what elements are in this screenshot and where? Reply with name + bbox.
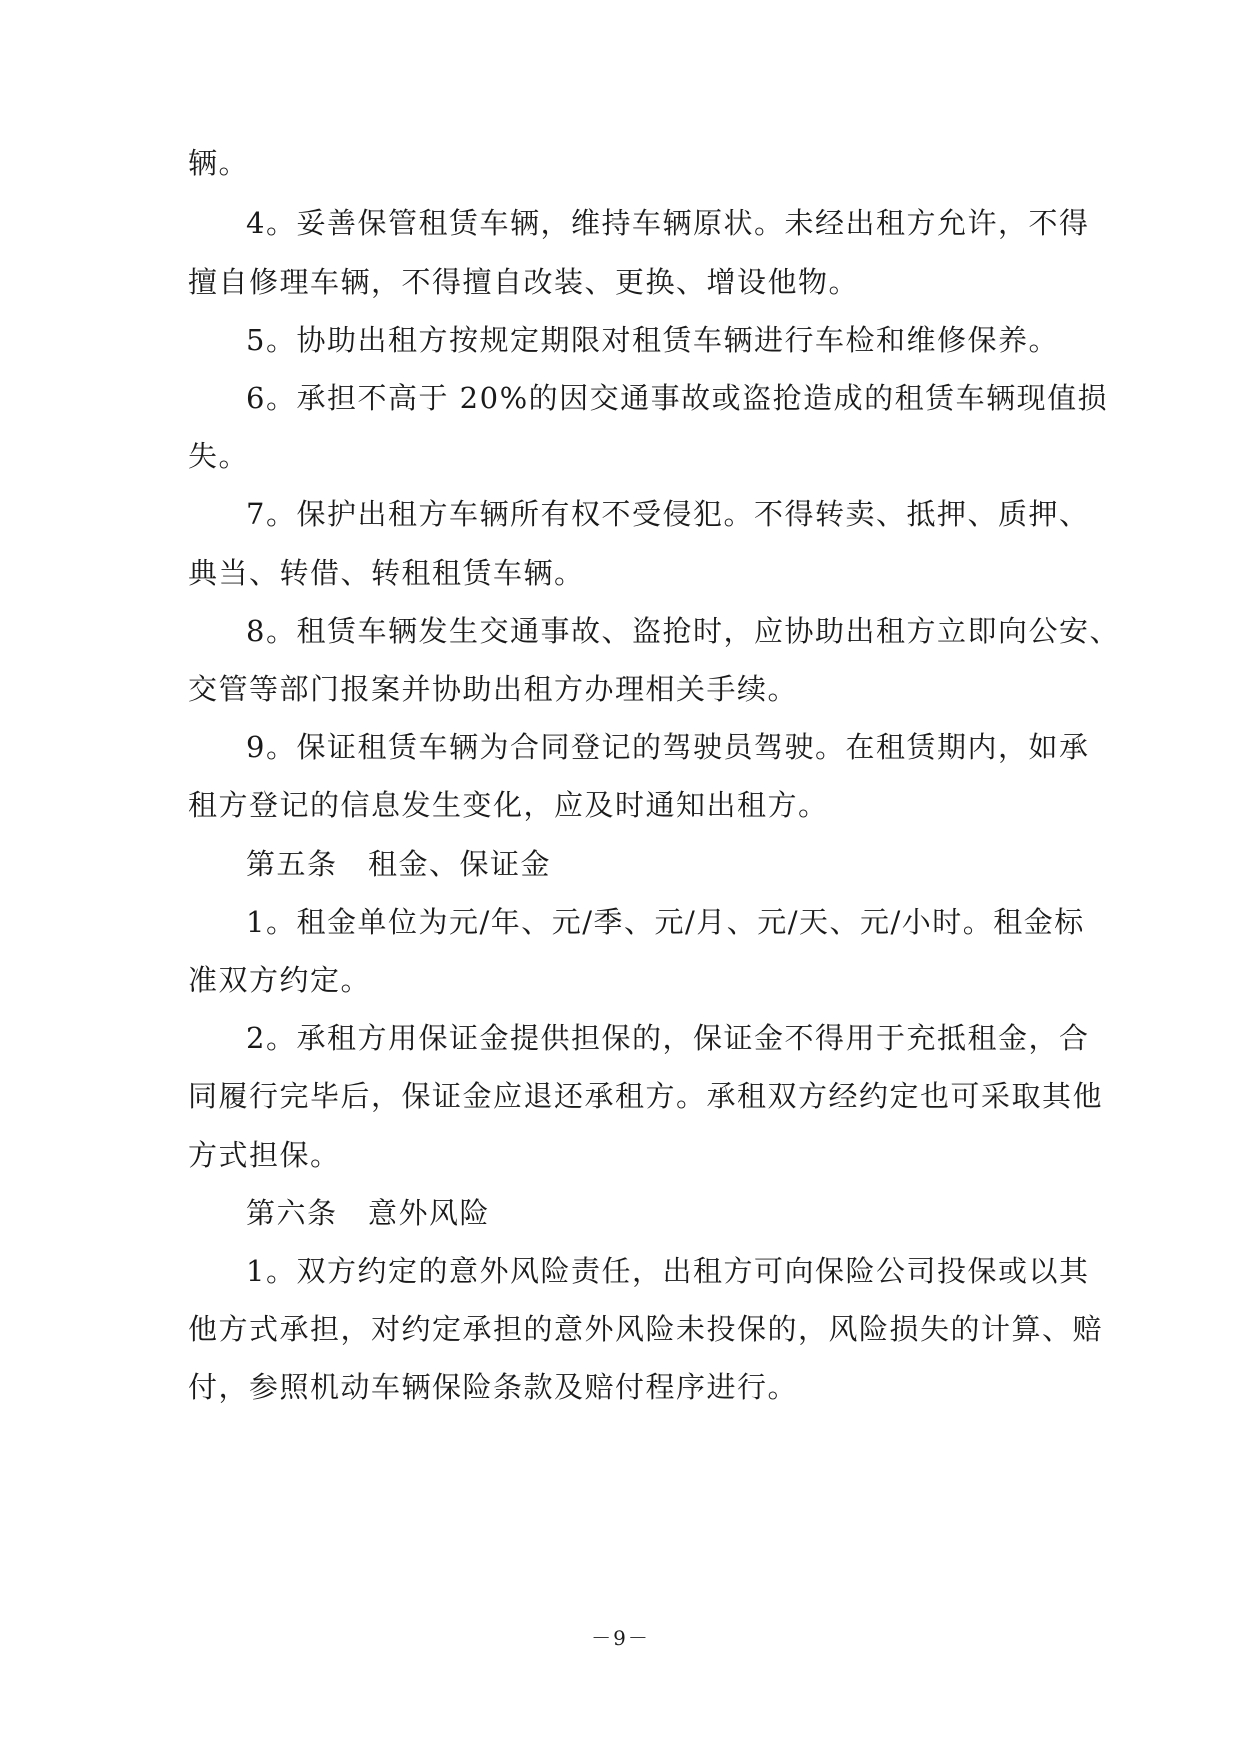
text-line: 6。承担不高于 20%的因交通事故或盗抢造成的租赁车辆现值损 (246, 381, 1109, 415)
page-number: －9－ (591, 1626, 650, 1650)
section-heading: 第六条 意外风险 (246, 1196, 491, 1230)
text-line: 8。租赁车辆发生交通事故、盗抢时，应协助出租方立即向公安、 (246, 614, 1120, 648)
text-line: 2。承租方用保证金提供担保的，保证金不得用于充抵租金，合 (246, 1021, 1090, 1055)
text-line: 他方式承担，对约定承担的意外风险未投保的，风险损失的计算、赔 (188, 1312, 1104, 1346)
text-line: 租方登记的信息发生变化，应及时通知出租方。 (188, 788, 829, 822)
text-line: 同履行完毕后，保证金应退还承租方。承租双方经约定也可采取其他 (188, 1079, 1104, 1113)
text-line: 5。协助出租方按规定期限对租赁车辆进行车检和维修保养。 (246, 323, 1059, 357)
text-line: 失。 (188, 439, 250, 473)
text-line: 准双方约定。 (188, 963, 372, 997)
text-line: 付，参照机动车辆保险条款及赔付程序进行。 (188, 1370, 799, 1404)
text-line: 交管等部门报案并协助出租方办理相关手续。 (188, 672, 799, 706)
text-line: 典当、转借、转租租赁车辆。 (188, 556, 585, 590)
text-line: 4。妥善保管租赁车辆，维持车辆原状。未经出租方允许，不得 (246, 206, 1090, 240)
text-line: 1。双方约定的意外风险责任，出租方可向保险公司投保或以其 (246, 1254, 1090, 1288)
text-line: 辆。 (188, 146, 250, 180)
text-line: 9。保证租赁车辆为合同登记的驾驶员驾驶。在租赁期内，如承 (246, 730, 1090, 764)
text-line: 7。保护出租方车辆所有权不受侵犯。不得转卖、抵押、质押、 (246, 497, 1090, 531)
text-line: 方式担保。 (188, 1138, 341, 1172)
text-line: 1。租金单位为元/年、元/季、元/月、元/天、元/小时。租金标 (246, 905, 1085, 939)
section-heading: 第五条 租金、保证金 (246, 847, 552, 881)
text-line: 擅自修理车辆，不得擅自改装、更换、增设他物。 (188, 265, 860, 299)
